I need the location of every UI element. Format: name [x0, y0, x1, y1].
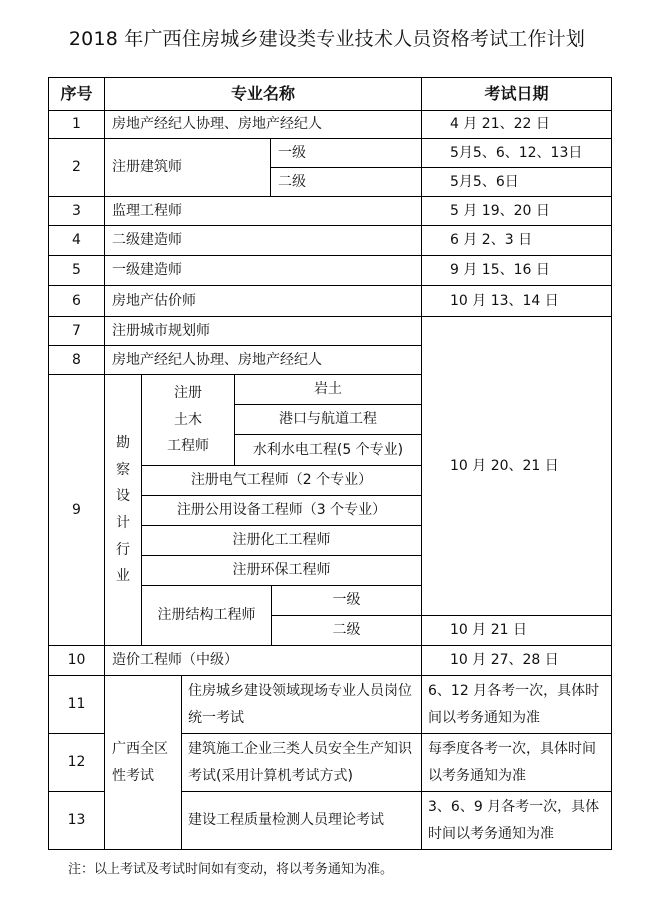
row-no: 1 [48, 110, 105, 139]
row-date: 10 月 13、14 日 [421, 285, 612, 317]
row-no: 12 [48, 733, 105, 792]
row-date: 6 月 2、3 日 [421, 225, 612, 256]
row-name: 建设工程质量检测人员理论考试 [181, 791, 422, 850]
row-name: 房地产经纪人协理、房地产经纪人 [104, 110, 422, 139]
level-label: 二级 [271, 615, 422, 646]
category-char: 察 [116, 461, 130, 478]
row-name: 造价工程师（中级） [104, 645, 422, 676]
category-char: 业 [116, 568, 130, 585]
level-label: 二级 [270, 167, 422, 197]
row-date: 3、6、9 月各考一次，具体时间以考务通知为准 [421, 791, 612, 850]
specialty: 注册化工工程师 [141, 525, 422, 556]
row-date: 4 月 21、22 日 [421, 110, 612, 139]
specialty: 岩土 [234, 374, 422, 405]
category-label [104, 374, 142, 646]
row-no: 3 [48, 196, 105, 226]
row-name: 房地产估价师 [104, 285, 422, 317]
structural-engineer-label: 注册结构工程师 [141, 585, 272, 646]
category-char: 行 [116, 541, 130, 558]
label-line: 工程师 [167, 438, 209, 455]
specialty: 注册公用设备工程师（3 个专业） [141, 495, 422, 526]
row-date: 6、12 月各考一次，具体时间以考务通知为准 [421, 675, 612, 734]
row-name: 房地产经纪人协理、房地产经纪人 [104, 345, 422, 375]
row-name: 建筑施工企业三类人员安全生产知识考试(采用计算机考试方式) [181, 733, 422, 792]
row-name: 注册建筑师 [104, 138, 271, 197]
header-no: 序号 [48, 77, 105, 111]
footnote: 注：以上考试及考试时间如有变动，将以考务通知为准。 [68, 862, 394, 877]
row-no: 11 [48, 675, 105, 734]
row-date: 10 月 27、28 日 [421, 645, 612, 676]
level-label: 一级 [270, 138, 422, 168]
row-name: 注册城市规划师 [104, 316, 422, 346]
row-no: 2 [48, 138, 105, 197]
specialty: 注册环保工程师 [141, 555, 422, 586]
row-date: 5月5、6、12、13日 [421, 138, 612, 168]
category-char: 计 [116, 515, 130, 531]
row-no: 5 [48, 255, 105, 286]
specialty: 港口与航道工程 [234, 404, 422, 435]
group-text: 广西全区性考试 [112, 740, 168, 784]
row-no: 8 [48, 345, 105, 375]
row-name: 监理工程师 [104, 196, 422, 226]
row-date: 每季度各考一次，具体时间以考务通知为准 [421, 733, 612, 792]
row-name: 住房城乡建设领域现场专业人员岗位统一考试 [181, 675, 422, 734]
row-no: 10 [48, 645, 105, 676]
group-label [104, 675, 182, 850]
row-name: 一级建造师 [104, 255, 422, 286]
row-date: 5月5、6日 [421, 167, 612, 197]
level-label: 一级 [271, 585, 422, 616]
civil-engineer-label [141, 374, 235, 466]
category-char: 设 [116, 488, 130, 505]
header-date: 考试日期 [421, 77, 612, 111]
specialty: 水利水电工程(5 个专业) [234, 434, 422, 466]
category-char: 勘 [116, 435, 130, 452]
specialty: 注册电气工程师（2 个专业） [141, 465, 422, 496]
row-no: 9 [48, 374, 105, 646]
page-title: 2018 年广西住房城乡建设类专业技术人员资格考试工作计划 [68, 28, 586, 50]
header-name: 专业名称 [104, 77, 422, 111]
label-line: 土木 [174, 411, 202, 428]
merged-date: 10 月 20、21 日 [421, 316, 612, 616]
row-date: 5 月 19、20 日 [421, 196, 612, 226]
row-no: 13 [48, 791, 105, 850]
row-date: 10 月 21 日 [421, 615, 612, 646]
row-date: 9 月 15、16 日 [421, 255, 612, 286]
row-name: 二级建造师 [104, 225, 422, 256]
row-no: 6 [48, 285, 105, 317]
row-no: 7 [48, 316, 105, 346]
row-no: 4 [48, 225, 105, 256]
label-line: 注册 [174, 385, 202, 402]
